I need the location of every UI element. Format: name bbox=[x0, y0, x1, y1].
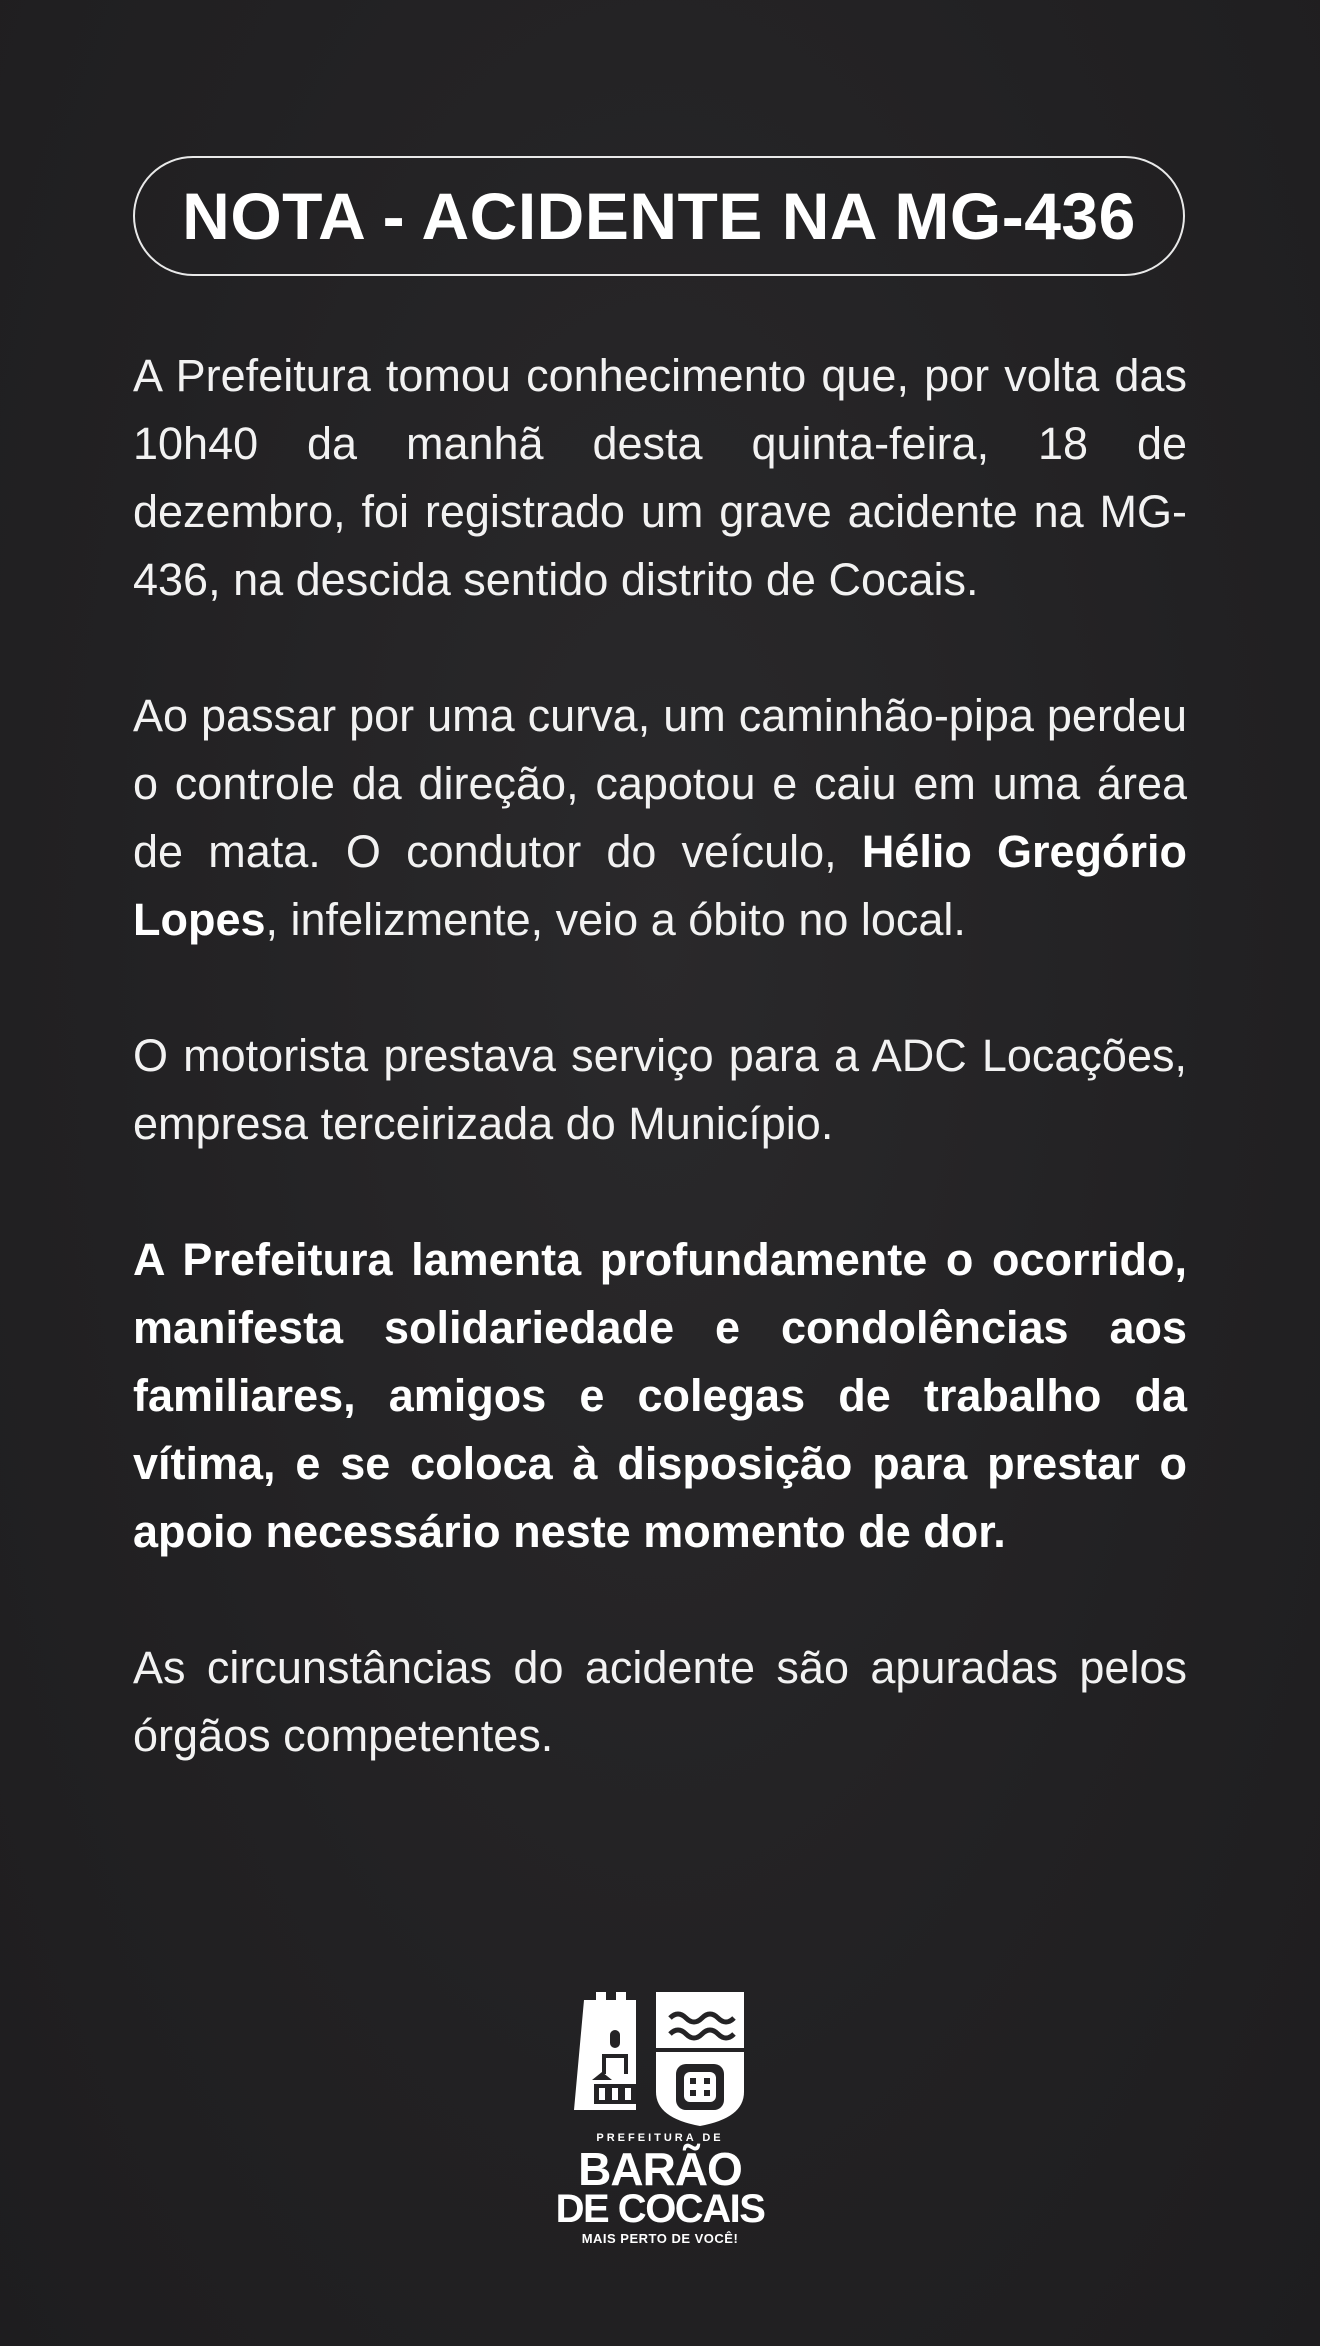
paragraph-5: As circunstâncias do acidente são apuradas pelos órgãos competentes. bbox=[133, 1642, 1187, 1761]
paragraph-2-outro: , infelizmente, veio a óbito no local. bbox=[265, 894, 966, 945]
municipal-coat-of-arms-icon bbox=[572, 1988, 748, 2128]
logo-name-line-2: DE COCAIS bbox=[555, 2187, 765, 2231]
page-title: NOTA - ACIDENTE NA MG-436 bbox=[182, 179, 1136, 253]
logo-name-line-1: BARÃO bbox=[578, 2143, 742, 2195]
logo-slogan: MAIS PERTO DE VOCÊ! bbox=[581, 2231, 739, 2246]
announcement-body bbox=[133, 342, 1187, 1770]
title-pill bbox=[133, 156, 1185, 276]
victim-name: Hélio Gregório Lopes bbox=[133, 826, 1188, 945]
prefeitura-logo bbox=[520, 1988, 800, 2258]
paragraph-2-intro: Ao passar por uma curva, um caminhão-pipa perdeu o controle da direção, capotou e caiu em uma área de mata. O condutor do veículo, bbox=[133, 690, 1187, 877]
paragraph-2 bbox=[133, 682, 1187, 954]
paragraph-4-condolences: A Prefeitura lamenta profundamente o ocorrido, manifesta solidariedade e condolências aos familiares, amigos e colegas de trabalho da vítima, e se coloca à disposição para prestar o apoio necessário neste momento de dor. bbox=[133, 1234, 1187, 1557]
paragraph-1: A Prefeitura tomou conhecimento que, por volta das 10h40 da manhã desta quinta-feira, 18 de dezembro, foi registrado um grave acidente na MG-436, na descida sentido distrito de Cocais. bbox=[133, 350, 1187, 605]
paragraph-3: O motorista prestava serviço para a ADC Locações, empresa terceirizada do Município. bbox=[133, 1030, 1187, 1149]
logo-prefix: PREFEITURA DE bbox=[596, 2132, 724, 2144]
